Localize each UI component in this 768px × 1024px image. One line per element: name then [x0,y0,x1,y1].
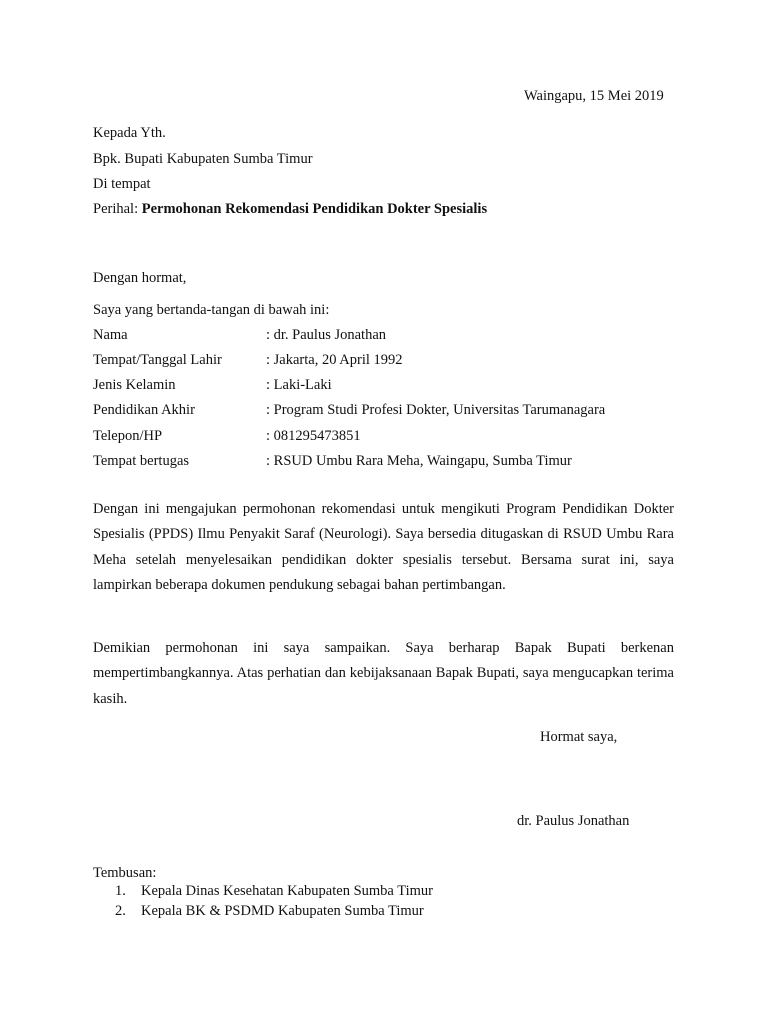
subject-label: Perihal: [93,201,142,217]
body-paragraph-2: Demikian permohonan ini saya sampaikan. Saya berharap Bapak Bupati berkenan mempertimbangkannya. Atas perhatian dan kebijaksanaan Bapak Bupati, saya mengucapkan terima kasih. [93,640,674,707]
identity-label-birth: Tempat/Tanggal Lahir [93,352,222,368]
cc-item-text: Kepala Dinas Kesehatan Kabupaten Sumba Timur [141,883,433,899]
intro-text: Saya yang bertanda-tangan di bawah ini: [93,302,330,318]
identity-value-birth: : Jakarta, 20 April 1992 [266,352,403,368]
greeting: Dengan hormat, [93,270,187,286]
identity-label-phone: Telepon/HP [93,428,163,444]
cc-item-text: Kepala BK & PSDMD Kabupaten Sumba Timur [141,903,424,919]
body-paragraph-1: Dengan ini mengajukan permohonan rekomendasi untuk mengikuti Program Pendidikan Dokter Spesialis (PPDS) Ilmu Penyakit Saraf (Neurologi). Saya bersedia ditugaskan di RSUD Umbu Rara Meha setelah menyelesaikan pendidikan dokter spesialis tersebut. Bersama surat ini, saya lampirkan beberapa dokumen pendukung sebagai bahan pertimbangan. [93,501,674,593]
letter-date: Waingapu, 15 Mei 2019 [524,88,664,104]
cc-title: Tembusan: [93,865,157,881]
identity-label-gender: Jenis Kelamin [93,377,176,393]
subject-line [93,200,487,218]
subject-text: Permohonan Rekomendasi Pendidikan Dokter Spesialis [141,201,488,217]
closing-text: Hormat saya, [540,729,618,745]
recipient-line-3: Di tempat [93,176,151,192]
identity-value-phone: : 081295473851 [266,428,361,444]
cc-item-number: 2. [115,903,126,919]
identity-value-education: : Program Studi Profesi Dokter, Universitas Tarumanagara [266,402,606,418]
identity-label-education: Pendidikan Akhir [93,402,195,418]
recipient-line-1: Kepada Yth. [93,125,166,141]
identity-value-name: : dr. Paulus Jonathan [266,327,387,343]
identity-label-name: Nama [93,327,128,343]
identity-label-workplace: Tempat bertugas [93,453,190,469]
recipient-line-2: Bpk. Bupati Kabupaten Sumba Timur [93,151,313,167]
cc-item-number: 1. [115,883,126,899]
identity-value-gender: : Laki-Laki [266,377,332,393]
identity-value-workplace: : RSUD Umbu Rara Meha, Waingapu, Sumba Timur [266,453,572,469]
signer-name: dr. Paulus Jonathan [517,813,630,829]
